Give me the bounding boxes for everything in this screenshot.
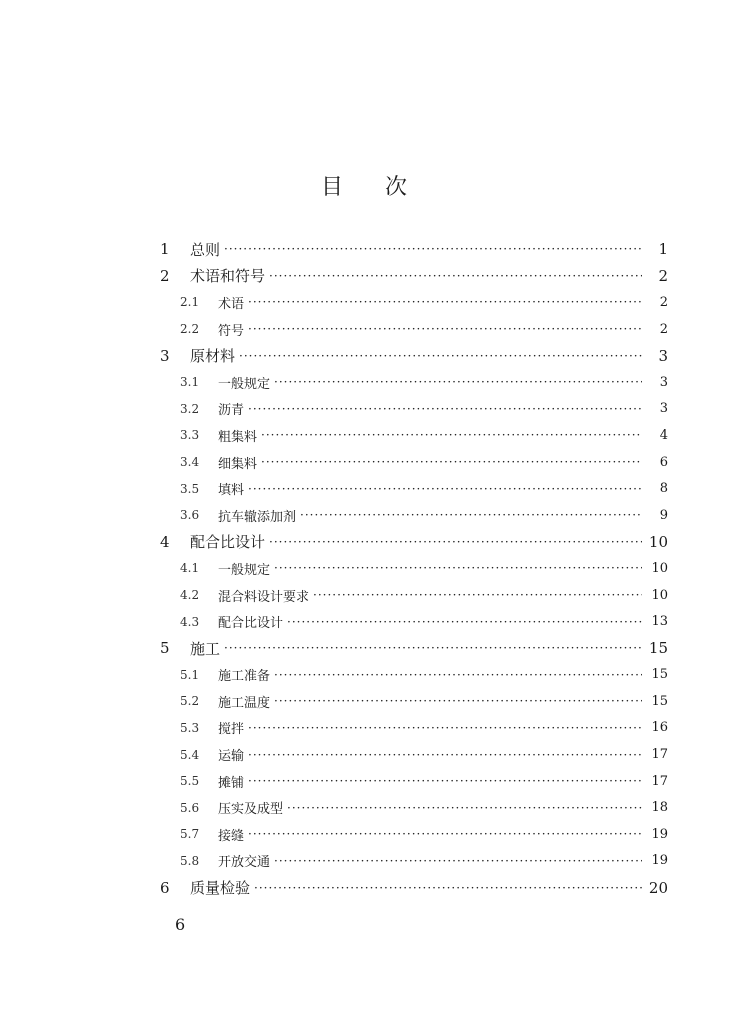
toc-dot-leader: [269, 269, 642, 283]
toc-entry-title: 细集料: [218, 456, 258, 472]
toc-section-entry: [160, 582, 668, 609]
toc-entry-page: 8: [659, 481, 668, 497]
toc-section-entry: [160, 608, 668, 635]
toc-entry-title: 混合料设计要求: [218, 589, 310, 605]
toc-dot-leader: [248, 402, 642, 416]
toc-entry-title: 摊铺: [218, 775, 245, 791]
toc-entry-number: 2.2: [180, 322, 200, 337]
toc-dot-leader: [248, 295, 642, 309]
toc-entry-title: 运输: [218, 749, 245, 765]
toc-entry-page: 6: [659, 454, 668, 470]
toc-entry-page: 17: [651, 773, 668, 789]
toc-entry-title: 压实及成型: [218, 802, 284, 818]
toc-entry-number: 5.5: [180, 774, 200, 789]
toc-entry-number: 4.2: [180, 588, 200, 603]
toc-section-entry: [160, 662, 668, 689]
toc-section-entry: [160, 422, 668, 449]
toc-entry-number: 5.2: [180, 694, 200, 709]
toc-entry-title: 搅拌: [218, 722, 245, 738]
toc-dot-leader: [287, 801, 642, 815]
title-char-1: 目: [320, 175, 345, 200]
toc-entry-title: 抗车辙添加剂: [218, 509, 297, 525]
toc-entry-page: 3: [659, 374, 668, 390]
toc-entry-number: 5.6: [180, 800, 200, 815]
toc-entry-title: 术语: [218, 296, 245, 312]
toc-entry-title: 配合比设计: [190, 533, 266, 552]
toc-dot-leader: [313, 588, 642, 602]
toc-entry-page: 19: [651, 853, 668, 869]
toc-entry-page: 9: [659, 507, 668, 523]
toc-dot-leader: [274, 854, 642, 868]
toc-section-entry: [160, 715, 668, 742]
toc-dot-leader: [248, 721, 642, 735]
toc-entry-number: 3.2: [180, 401, 200, 416]
toc-chapter-entry: [160, 236, 668, 263]
toc-section-entry: [160, 768, 668, 795]
toc-section-entry: [160, 821, 668, 848]
toc-section-entry: [160, 848, 668, 875]
toc-entry-number: 3.1: [180, 375, 200, 390]
toc-chapter-entry: [160, 263, 668, 290]
toc-dot-leader: [254, 881, 642, 895]
toc-chapter-entry: [160, 874, 668, 901]
toc-section-entry: [160, 794, 668, 821]
toc-entry-page: 4: [659, 427, 668, 443]
title-char-2: 次: [385, 175, 410, 200]
toc-entry-title: 开放交通: [218, 855, 271, 871]
toc-entry-number: 5.3: [180, 720, 200, 735]
toc-entry-title: 施工温度: [218, 695, 271, 711]
toc-entry-number: 3.6: [180, 508, 200, 523]
toc-entry-title: 施工: [190, 639, 221, 658]
toc-dot-leader: [261, 428, 642, 442]
toc-entry-number: 1: [160, 240, 170, 259]
toc-dot-leader: [274, 375, 642, 389]
page-title: [0, 170, 730, 201]
toc-entry-page: 15: [651, 693, 668, 709]
toc-entry-page: 13: [651, 614, 668, 630]
toc-entry-page: 2: [659, 321, 668, 337]
toc-dot-leader: [224, 641, 642, 655]
toc-chapter-entry: [160, 342, 668, 369]
toc-section-entry: [160, 688, 668, 715]
toc-entry-page: 3: [659, 401, 668, 417]
toc-entry-page: 20: [648, 878, 668, 897]
toc-dot-leader: [248, 827, 642, 841]
toc-entry-page: 2: [658, 266, 668, 285]
toc-entry-number: 5.1: [180, 667, 200, 682]
toc-entry-number: 5.7: [180, 827, 200, 842]
toc-entry-number: 3.5: [180, 481, 200, 496]
toc-dot-leader: [248, 322, 642, 336]
toc-entry-page: 19: [651, 826, 668, 842]
toc-entry-title: 总则: [190, 240, 221, 259]
toc-entry-title: 粗集料: [218, 429, 258, 445]
toc-entry-title: 配合比设计: [218, 616, 284, 632]
toc-dot-leader: [269, 535, 642, 549]
toc-chapter-entry: [160, 529, 668, 556]
toc-section-entry: [160, 555, 668, 582]
toc-section-entry: [160, 741, 668, 768]
toc-entry-page: 1: [658, 240, 668, 259]
toc-chapter-entry: [160, 635, 668, 662]
toc-entry-number: 5.8: [180, 853, 200, 868]
toc-entry-page: 3: [658, 346, 668, 365]
toc-entry-number: 3.3: [180, 428, 200, 443]
table-of-contents: [160, 236, 668, 901]
toc-dot-leader: [248, 774, 642, 788]
toc-entry-title: 质量检验: [190, 879, 251, 898]
toc-entry-page: 15: [651, 667, 668, 683]
toc-dot-leader: [274, 561, 642, 575]
toc-entry-page: 15: [648, 639, 668, 658]
toc-dot-leader: [248, 748, 642, 762]
toc-entry-page: 17: [651, 747, 668, 763]
toc-entry-number: 5: [160, 639, 170, 658]
toc-dot-leader: [239, 349, 642, 363]
toc-entry-title: 术语和符号: [190, 267, 266, 286]
toc-entry-number: 4.3: [180, 614, 200, 629]
page-number: 6: [175, 915, 186, 934]
toc-entry-number: 5.4: [180, 747, 200, 762]
toc-dot-leader: [274, 694, 642, 708]
toc-entry-page: 10: [651, 560, 668, 576]
toc-dot-leader: [300, 508, 642, 522]
toc-section-entry: [160, 289, 668, 316]
toc-section-entry: [160, 475, 668, 502]
toc-entry-title: 接缝: [218, 828, 245, 844]
toc-entry-number: 6: [160, 878, 170, 897]
toc-dot-leader: [224, 242, 642, 256]
toc-entry-title: 一般规定: [218, 376, 271, 392]
toc-entry-title: 原材料: [190, 347, 236, 366]
toc-dot-leader: [274, 668, 642, 682]
toc-entry-title: 一般规定: [218, 562, 271, 578]
toc-entry-page: 2: [659, 294, 668, 310]
toc-entry-page: 10: [651, 587, 668, 603]
toc-entry-title: 符号: [218, 323, 245, 339]
toc-entry-number: 3: [160, 346, 170, 365]
toc-section-entry: [160, 316, 668, 343]
toc-dot-leader: [287, 615, 642, 629]
toc-entry-title: 填料: [218, 483, 245, 499]
toc-entry-title: 沥青: [218, 403, 245, 419]
toc-entry-number: 2: [160, 266, 170, 285]
toc-section-entry: [160, 369, 668, 396]
toc-dot-leader: [248, 482, 642, 496]
toc-entry-number: 2.1: [180, 295, 200, 310]
toc-entry-page: 16: [651, 720, 668, 736]
toc-entry-number: 3.4: [180, 455, 200, 470]
toc-entry-page: 18: [651, 800, 668, 816]
toc-section-entry: [160, 502, 668, 529]
toc-entry-page: 10: [648, 532, 668, 551]
toc-section-entry: [160, 449, 668, 476]
toc-entry-title: 施工准备: [218, 669, 271, 685]
toc-entry-number: 4.1: [180, 561, 200, 576]
toc-section-entry: [160, 396, 668, 423]
toc-entry-number: 4: [160, 532, 170, 551]
toc-dot-leader: [261, 455, 642, 469]
